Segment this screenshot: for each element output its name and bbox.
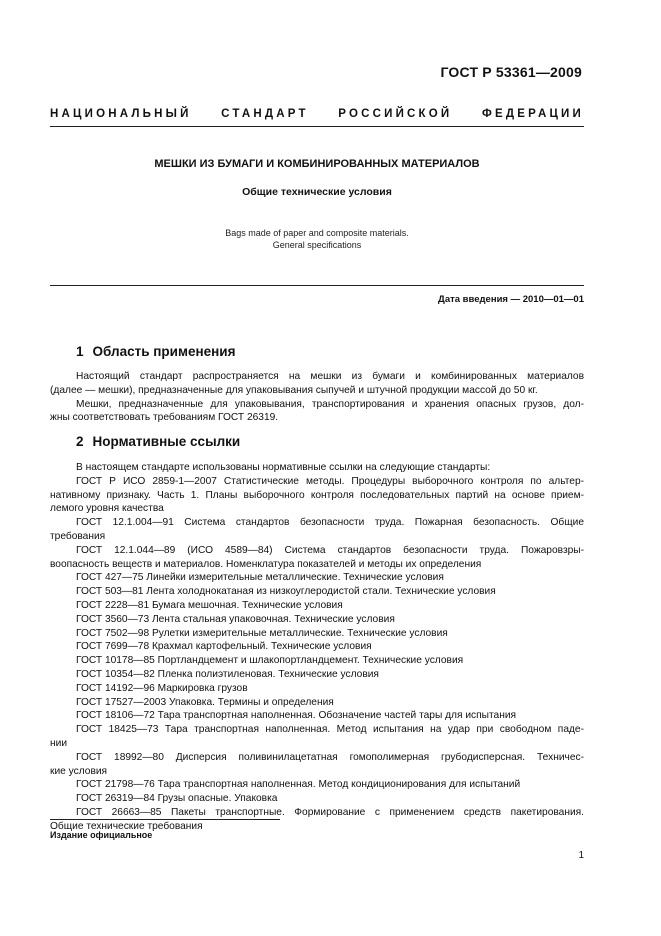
section-1-number: 1 [76,344,84,359]
reference-line: кие условия [50,765,108,777]
section-2-body [50,461,584,834]
paragraph-line: (далее — мешки), предназначенные для упаковывания сыпучей и штучной продукции массой до 50 кг. [50,384,538,396]
document-subtitle: Общие технические условия [242,186,392,198]
official-edition-note: Издание официальное [50,830,153,840]
document-title: МЕШКИ ИЗ БУМАГИ И КОМБИНИРОВАННЫХ МАТЕРИАЛОВ [154,158,480,170]
reference-line: ГОСТ 503—81 Лента холоднокатаная из низкоуглеродистой стали. Технические условия [76,586,496,598]
reference-line: ГОСТ 12.1.004—91 Система стандартов безопасности труда. Пожарная безопасность. Общие [76,517,584,529]
section-1-title: Область применения [92,344,236,359]
reference-line: ГОСТ 21798—76 Тара транспортная наполненная. Метод кондиционирования для испытаний [76,779,521,791]
paragraph-line: жны соответствовать требованиям ГОСТ 26319. [50,412,279,424]
english-title-line-2: General specifications [272,240,362,250]
national-standard-heading: НАЦИОНАЛЬНЫЙ СТАНДАРТ РОССИЙСКОЙ ФЕДЕРАЦИИ [50,108,584,120]
reference-line: Общие технические требования [50,820,203,832]
section-2-heading [76,434,240,449]
reference-line: ГОСТ 2228—81 Бумага мешочная. Технические условия [76,599,343,611]
reference-line: воопасность веществ и материалов. Номенклатура показателей и методы их определения [50,558,482,570]
reference-line: требования [50,530,106,542]
reference-line: ГОСТ 7502—98 Рулетки измерительные металлические. Технические условия [76,627,448,639]
top-divider [50,126,584,127]
reference-line: нативному признаку. Часть 1. Планы выборочного контроля последовательных партий на основе прием- [50,489,584,501]
page-number: 1 [578,850,584,861]
reference-line: ГОСТ 26663—85 Пакеты транспортные. Формирование с применением средств пакетирования. [76,806,584,818]
reference-line: ГОСТ 10354—82 Пленка полиэтиленовая. Технические условия [76,668,379,680]
section-1-body [50,370,584,425]
reference-line: ГОСТ 10178—85 Портландцемент и шлакопортландцемент. Технические условия [76,655,464,667]
reference-line: ГОСТ 12.1.044—89 (ИСО 4589—84) Система стандартов безопасности труда. Пожаровзры- [76,544,584,556]
reference-line: ГОСТ 18992—80 Дисперсия поливинилацетатная гомополимерная грубодисперсная. Техничес- [76,751,584,763]
reference-line: ГОСТ 14192—96 Маркировка грузов [76,682,248,694]
reference-line: ГОСТ 3560—73 Лента стальная упаковочная. Технические условия [76,613,395,625]
english-title-line-1: Bags made of paper and composite materials. [225,228,409,238]
reference-line: ГОСТ 26319—84 Грузы опасные. Упаковка [76,793,278,805]
document-number: ГОСТ Р 53361—2009 [440,64,582,80]
reference-line: ГОСТ Р ИСО 2859-1—2007 Статистические методы. Процедуры выборочного контроля по альтер- [76,475,584,487]
reference-line: ГОСТ 17527—2003 Упаковка. Термины и определения [76,696,334,708]
reference-line: ГОСТ 18106—72 Тара транспортная наполненная. Обозначение частей тары для испытания [76,710,517,722]
paragraph-line: Настоящий стандарт распространяется на мешки из бумаги и комбинированных материалов [76,371,584,382]
reference-line: ГОСТ 18425—73 Тара транспортная наполненная. Метод испытания на удар при свободном паде- [76,724,584,736]
introduction-date: Дата введения — 2010—01—01 [438,294,584,305]
reference-line: лемого уровня качества [50,503,164,515]
section-2-title: Нормативные ссылки [92,434,241,449]
reference-line: нии [50,737,68,749]
footer-divider [50,819,280,820]
section-2-number: 2 [76,434,84,449]
reference-line: ГОСТ 427—75 Линейки измерительные металлические. Технические условия [76,572,444,584]
section-1-heading [76,344,235,359]
paragraph-line: Мешки, предназначенные для упаковывания, транспортирования и хранения опасных грузов, дол- [76,398,584,410]
reference-line: В настоящем стандарте использованы нормативные ссылки на следующие стандарты: [76,462,491,473]
title-divider [50,285,584,286]
reference-line: ГОСТ 7699—78 Крахмал картофельный. Технические условия [76,641,372,653]
